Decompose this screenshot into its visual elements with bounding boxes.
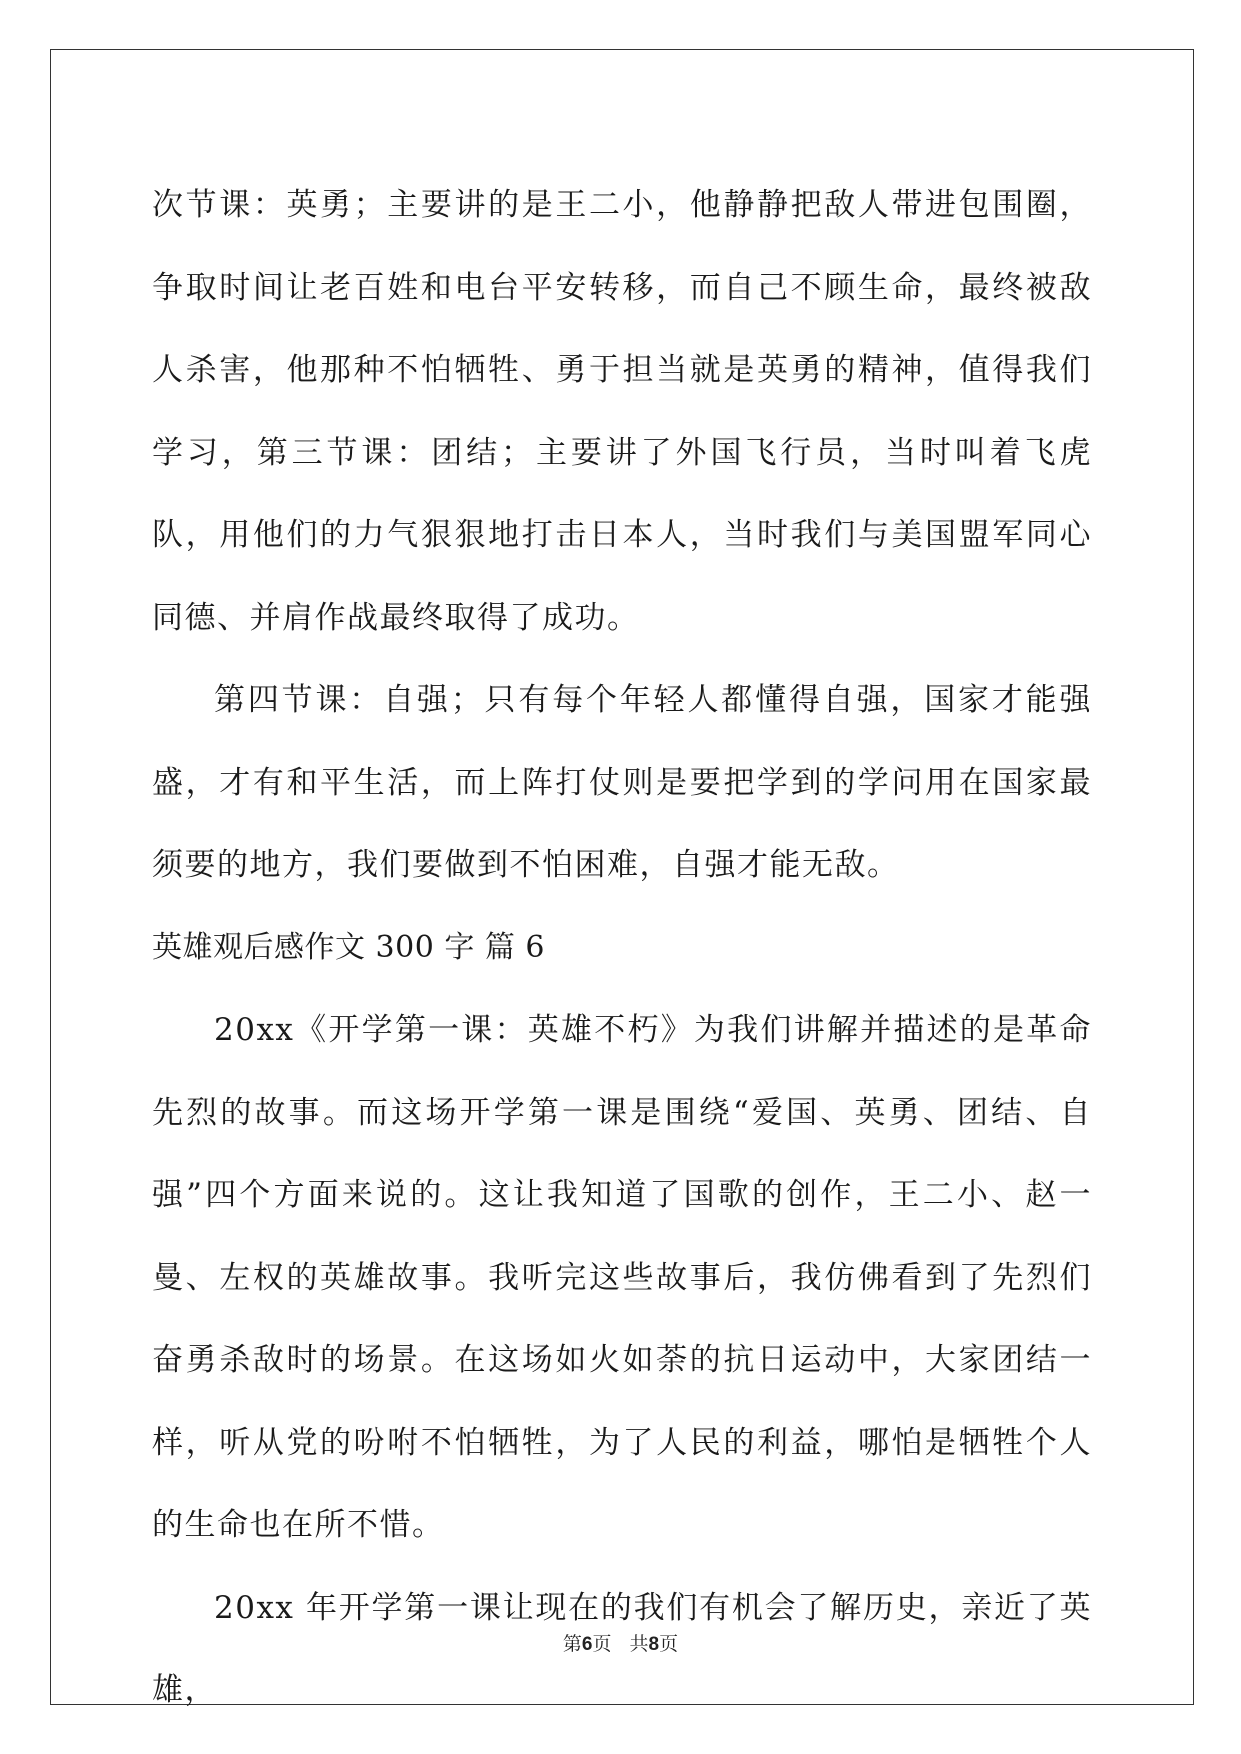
- footer-page-word: 页: [592, 1633, 612, 1655]
- document-body: [152, 164, 1092, 1732]
- section-heading: 英雄观后感作文 300 字 篇 6: [152, 929, 545, 965]
- paragraph-2: 第四节课：自强；只有每个年轻人都懂得自强，国家才能强盛，才有和平生活，而上阵打仗则是要把学到的学问用在国家最须要的地方，我们要做到不怕困难，自强才能无敌。: [152, 682, 1092, 883]
- page-footer: [0, 1629, 1241, 1656]
- total-pages-number: 8: [648, 1634, 660, 1655]
- footer-total-prefix: 共: [629, 1633, 649, 1655]
- paragraph-3: 20xx《开学第一课：英雄不朽》为我们讲解并描述的是革命先烈的故事。而这场开学第一课是围绕“爱国、英勇、团结、自强”四个方面来说的。这让我知道了国歌的创作，王二小、赵一曼、左权的英雄故事。我听完这些故事后，我仿佛看到了先烈们奋勇杀敌时的场景。在这场如火如荼的抗日运动中，大家团结一样，听从党的吩咐不怕牺牲，为了人民的利益，哪怕是牺牲个人的生命也在所不惜。: [152, 1012, 1092, 1543]
- footer-prefix: 第: [562, 1633, 582, 1655]
- current-page-number: 6: [581, 1634, 593, 1655]
- footer-total-suffix: 页: [659, 1633, 679, 1655]
- paragraph-1: 次节课：英勇；主要讲的是王二小，他静静把敌人带进包围圈，争取时间让老百姓和电台平安转移，而自己不顾生命，最终被敌人杀害，他那种不怕牺牲、勇于担当就是英勇的精神，值得我们学习，第三节课：团结；主要讲了外国飞行员，当时叫着飞虎队，用他们的力气狠狠地打击日本人，当时我们与美国盟军同心同德、并肩作战最终取得了成功。: [152, 187, 1092, 636]
- paragraph-4: 20xx 年开学第一课让现在的我们有机会了解历史，亲近了英雄，: [152, 1589, 1092, 1708]
